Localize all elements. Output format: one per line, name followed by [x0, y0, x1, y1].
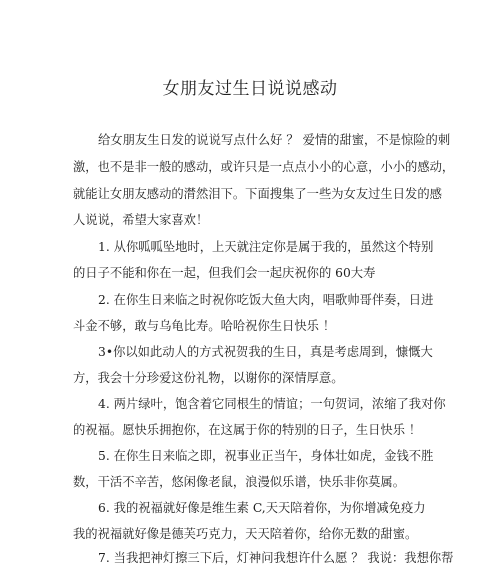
list-item-2-line-2: 斗金不够，敢与乌龟比寿。哈哈祝你生日快乐 ！ [73, 319, 336, 333]
list-item-4-line-1: 4. 两片绿叶，饱含着它同根生的情谊；一句贺词，浓缩了我对你 [98, 397, 446, 411]
paragraph-line: 就能让女朋友感动的潸然泪下。下面搜集了一些为女友过生日发的感 [73, 187, 442, 201]
list-item-1-line-2: 的日子不能和你在一起，但我们会一起庆祝你的 60大寿 [73, 266, 376, 280]
list-item-2-line-1: 2. 在你生日来临之时祝你吃饭大鱼大肉，唱歌帅哥伴奏，日进 [98, 293, 434, 307]
paragraph-line: 给女朋友生日发的说说写点什么好 ？ 爱情的甜蜜，不是惊险的刺 [98, 133, 451, 147]
list-item-6-line-2: 我的祝福就好像是德芙巧克力，天天陪着你，给你无数的甜蜜。 [73, 527, 418, 541]
list-item-5-line-1: 5. 在你生日来临之即，祝事业正当午，身体壮如虎，金钱不胜 [98, 449, 434, 463]
paragraph-line: 激，也不是非一般的感动，或许只是一点点小小的心意，小小的感动， [73, 160, 455, 174]
list-item-3-line-2: 方，我会十分珍爱这份礼物，以谢你的深情厚意。 [73, 371, 344, 385]
paragraph-line: 人说说，希望大家喜欢！ [73, 213, 209, 227]
list-item-3-line-1: 3•你以如此动人的方式祝贺我的生日，真是考虑周到，慷慨大 [98, 345, 433, 359]
list-item-7-line-1: 7. 当我把神灯擦三下后，灯神问我想许什么愿 ？ 我说：我想你帮 [98, 551, 454, 565]
list-item-6-line-1: 6. 我的祝福就好像是维生素 C,天天陪着你，为你增减免疫力 [98, 501, 426, 515]
page-title: 女朋友过生日说说感动 [162, 79, 338, 99]
list-item-4-line-2: 的祝福。愿快乐拥抱你，在这属于你的特别的日子，生日快乐 ！ [73, 423, 422, 437]
list-item-1-line-1: 1. 从你呱呱坠地时，上天就注定你是属于我的，虽然这个特别 [98, 240, 434, 254]
list-item-5-line-2: 数，干活不辛苦，悠闲像老鼠，浪漫似乐谱，快乐非你莫属。 [73, 475, 406, 489]
